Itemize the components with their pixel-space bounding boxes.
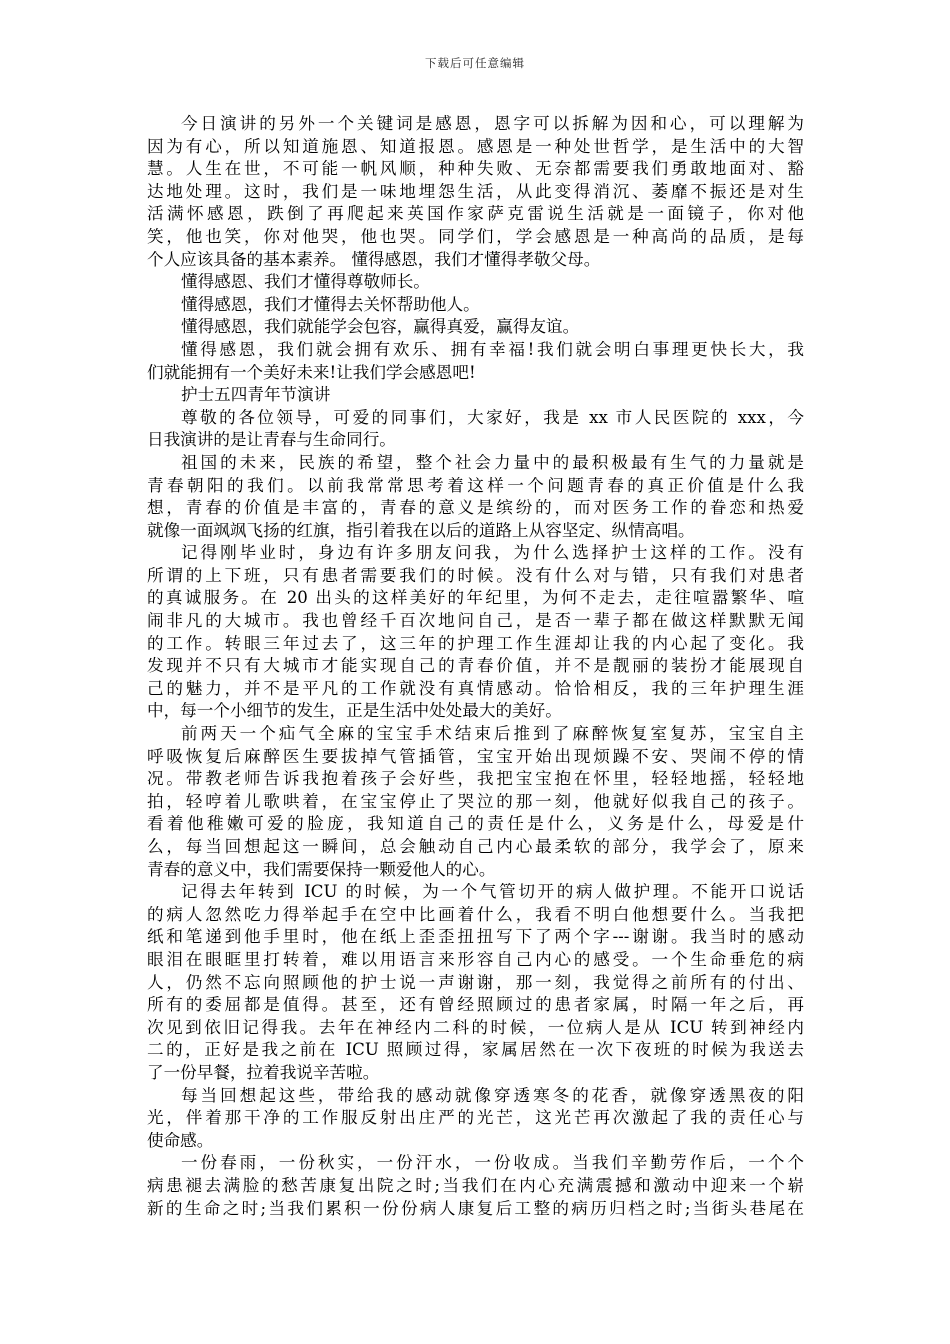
text-line: 人，仍然不忘向照顾他的护士说一声谢谢，那一刻，我觉得之前所有的付出、 [147, 972, 804, 992]
text-line: 就像一面飒飒飞扬的红旗，指引着我在以后的道路上从容坚定、纵情高唱。 [147, 520, 695, 540]
text-line: 每当回想起这些，带给我的感动就像穿透寒冬的花香，就像穿透黑夜的阳 [181, 1085, 804, 1105]
text-line: 笑，他也笑，你对他哭，他也哭。同学们，学会感恩是一种高尚的品质，是每 [147, 226, 804, 246]
text-line: 使命感。 [147, 1130, 214, 1150]
text-line: 的病人忽然吃力得举起手在空中比画着什么，我看不明白他想要什么。当我把 [147, 904, 804, 924]
text-line: 尊敬的各位领导，可爱的同事们，大家好，我是 xx 市人民医院的 xxx，今 [181, 407, 804, 427]
text-line: 的工作。转眼三年过去了，这三年的护理工作生涯却让我的内心起了变化。我 [147, 633, 804, 653]
text-line: 想，青春的价值是丰富的，青春的意义是缤纷的，而对医务工作的眷恋和热爱 [147, 498, 804, 518]
text-line: 懂得感恩、我们才懂得尊敬师长。 [181, 272, 430, 292]
text-line: 所有的委屈都是值得。甚至，还有曾经照顾过的患者家属，时隔一年之后，再 [147, 995, 804, 1015]
text-line: 懂得感恩，我们就会拥有欢乐、拥有幸福!我们就会明白事理更快长大，我 [181, 339, 804, 359]
text-line: 懂得感恩，我们就能学会包容，赢得真爱，赢得友谊。 [181, 317, 580, 337]
text-line: 个人应该具备的基本素养。 懂得感恩，我们才懂得孝敬父母。 [147, 249, 601, 269]
text-line: 青春的意义中，我们需要保持一颗爱他人的心。 [147, 859, 496, 879]
text-line: 己的魅力，并不是平凡的工作就没有真情感动。恰恰相反，我的三年护理生涯 [147, 678, 804, 698]
page-header: 下载后可任意编辑 [425, 56, 525, 70]
text-line: 病患褪去满脸的愁苦康复出院之时;当我们在内心充满震撼和激动中迎来一个崭 [147, 1175, 804, 1195]
text-line: 前两天一个疝气全麻的宝宝手术结束后推到了麻醉恢复室复苏，宝宝自主 [181, 724, 804, 744]
text-line: 因为有心，所以知道施恩、知道报恩。感恩是一种处世哲学，是生活中的大智 [147, 136, 804, 156]
text-line: 拍，轻哼着儿歌哄着，在宝宝停止了哭泣的那一刻，他就好似我自己的孩子。 [147, 791, 804, 811]
text-line: 的真诚服务。在 20 出头的这样美好的年纪里，为何不走去，走往喧嚣繁华、喧 [147, 588, 804, 608]
text-line: 达地处理。这时，我们是一味地埋怨生活，从此变得消沉、萎靡不振还是对生 [147, 181, 804, 201]
text-line: 慧。人生在世，不可能一帆风顺，种种失败、无奈都需要我们勇敢地面对、豁 [147, 159, 804, 179]
text-line: 看着他稚嫩可爱的脸庞，我知道自己的责任是什么，义务是什么，母爱是什 [147, 814, 804, 834]
text-line: 中，每一个小细节的发生，正是生活中处处最大的美好。 [147, 701, 562, 721]
text-line: 纸和笔递到他手里时，他在纸上歪歪扭扭写下了两个字---谢谢。我当时的感动 [147, 927, 804, 947]
text-line: 青春朝阳的我们。以前我常常思考着这样一个问题青春的真正价值是什么我 [147, 475, 804, 495]
text-line: 况。带教老师告诉我抱着孩子会好些，我把宝宝抱在怀里，轻轻地摇，轻轻地 [147, 769, 804, 789]
text-line: 新的生命之时;当我们累积一份份病人康复后工整的病历归档之时;当街头巷尾在 [147, 1198, 804, 1218]
text-line: 记得刚毕业时，身边有许多朋友问我，为什么选择护士这样的工作。没有 [181, 543, 804, 563]
text-line: 懂得感恩，我们才懂得去关怀帮助他人。 [181, 294, 480, 314]
text-line: 祖国的未来，民族的希望，整个社会力量中的最积极最有生气的力量就是 [181, 452, 804, 472]
text-line: 所谓的上下班，只有患者需要我们的时候。没有什么对与错，只有我们对患者 [147, 565, 804, 585]
text-line: 发现并不只有大城市才能实现自己的青春价值，并不是靓丽的装扮才能展现自 [147, 656, 804, 676]
text-line: 光，伴着那干净的工作服反射出庄严的光芒，这光芒再次激起了我的责任心与 [147, 1108, 804, 1128]
text-line: 们就能拥有一个美好未来!让我们学会感恩吧! [147, 362, 476, 382]
document-body [147, 113, 804, 1220]
text-line: 一份春雨，一份秋实，一份汗水，一份收成。当我们辛勤劳作后，一个个 [181, 1153, 804, 1173]
text-line: 活满怀感恩，跌倒了再爬起来英国作家萨克雷说生活就是一面镜子，你对他 [147, 204, 804, 224]
text-line: 眼泪在眼眶里打转着，难以用语言来形容自己内心的感受。一个生命垂危的病 [147, 949, 804, 969]
text-line: 了一份早餐，拉着我说辛苦啦。 [147, 1062, 380, 1082]
text-line: 护士五四青年节演讲 [181, 385, 331, 405]
text-line: 今日演讲的另外一个关键词是感恩，恩字可以拆解为因和心，可以理解为 [181, 114, 804, 133]
text-line: 记得去年转到 ICU 的时候，为一个气管切开的病人做护理。不能开口说话 [181, 882, 804, 902]
text-line: 二的，正好是我之前在 ICU 照顾过得，家属居然在一次下夜班的时候为我送去 [147, 1040, 804, 1060]
text-line: 日我演讲的是让青春与生命同行。 [147, 430, 396, 450]
text-line: 次见到依旧记得我。去年在神经内二科的时候，一位病人是从 ICU 转到神经内 [147, 1017, 804, 1037]
text-line: 闹非凡的大城市。我也曾经千百次地问自己，是否一辈子都在做这样默默无闻 [147, 611, 804, 631]
text-line: 呼吸恢复后麻醉医生要拔掉气管插管，宝宝开始出现烦躁不安、哭闹不停的情 [147, 746, 804, 766]
text-line: 么，每当回想起这一瞬间，总会触动自己内心最柔软的部分，我学会了，原来 [147, 837, 804, 856]
